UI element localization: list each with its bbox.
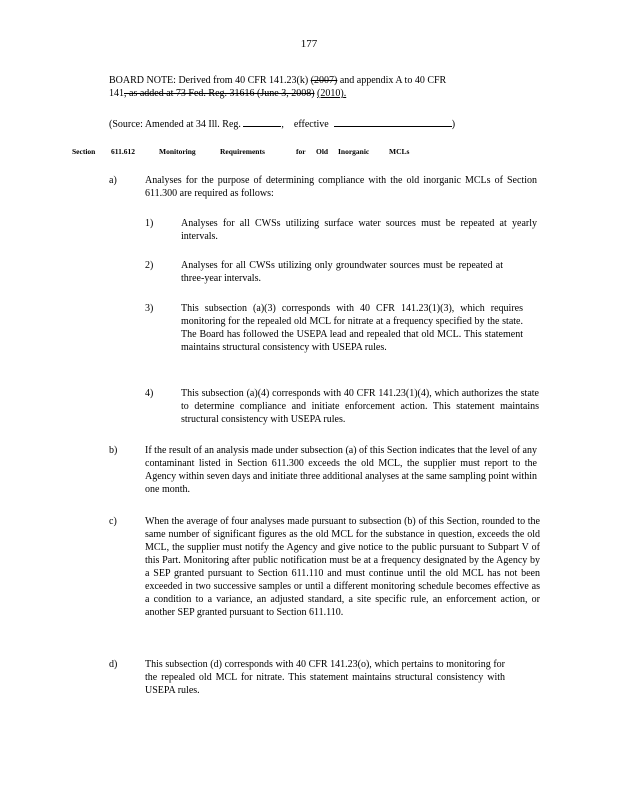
- item-b-label: b): [109, 445, 118, 456]
- inserted-text: (2010): [317, 88, 344, 99]
- heading-section-word: Section: [72, 147, 96, 156]
- heading-word: Inorganic: [338, 147, 370, 156]
- inserted-text: .: [343, 88, 347, 99]
- item-a1-label: 1): [145, 218, 154, 229]
- deleted-text: (2007): [310, 75, 338, 86]
- item-c-text: When the average of four analyses made pursuant to subsection (b) of this Section, rounded to the same number of significant figures as the old MCL for the substance in question, exceeds the old MCL, the supplier must notify the Agency and give notice to the public pursuant to Subpart V of this Part. Monitoring after public notification must be at a frequency designated by the Agency by a SEP granted pursuant to Section 611.110 and must continue until the old MCL has not been exceeded in two successive samples or until a different monitoring schedule becomes effective as a condition to a variance, an adjusted standard, a site specific rule, an enforcement action, or another SEP granted pursuant to Section 611.110.: [145, 516, 540, 618]
- item-b-text: If the result of an analysis made under subsection (a) of this Section indicates that the level of any contaminant listed in Section 611.300 exceeds the old MCL, the supplier must report to the Agency within seven days and initiate three additional analyses at the same sampling point within one month.: [145, 445, 537, 495]
- item-a3-text: This subsection (a)(3) corresponds with 40 CFR 141.23(1)(3), which requires monitoring for the repealed old MCL for nitrate at a frequency specified by the state. The Board has followed the USEPA lead and repealed that old MCL. This statement maintains structural consistency with USEPA rules.: [181, 303, 523, 353]
- item-a2-text: Analyses for all CWSs utilizing only groundwater sources must be repeated at three-year intervals.: [181, 260, 503, 284]
- item-a1-text: Analyses for all CWSs utilizing surface water sources must be repeated at yearly intervals.: [181, 218, 537, 242]
- source-prefix: (Source: Amended at 34 Ill. Reg.: [109, 119, 241, 130]
- effective-date-blank: [334, 117, 452, 127]
- item-a4-label: 4): [145, 388, 154, 399]
- heading-section-number: 611.612: [111, 147, 135, 156]
- item-a2-label: 2): [145, 260, 154, 271]
- page-number: 177: [300, 38, 318, 50]
- board-note-text: BOARD NOTE: Derived from 40 CFR 141.23(k): [109, 75, 309, 86]
- heading-word: Monitoring: [159, 147, 196, 156]
- source-close: ): [451, 119, 456, 130]
- volume-blank: [243, 117, 281, 127]
- board-note: [109, 74, 519, 100]
- board-note-line-2: [109, 87, 519, 100]
- source-effective-label: effective: [293, 119, 329, 130]
- board-note-text: 141: [109, 88, 124, 99]
- board-note-text: and appendix A to 40 CFR: [337, 75, 447, 86]
- source-separator: ,: [281, 119, 284, 130]
- deleted-text: , as added at 73 Fed. Reg. 31616 (June 3, 2008): [124, 88, 315, 99]
- item-d-text: This subsection (d) corresponds with 40 CFR 141.23(o), which pertains to monitoring for the repealed old MCL for nitrate. This statement maintains structural consistency with USEPA rules.: [145, 659, 505, 696]
- item-a3-label: 3): [145, 303, 154, 314]
- heading-word: for: [296, 147, 306, 156]
- heading-word: Old: [316, 147, 329, 156]
- item-c-label: c): [109, 516, 117, 527]
- board-note-line-1: [109, 74, 519, 87]
- heading-word: Requirements: [220, 147, 265, 156]
- item-a4-text: This subsection (a)(4) corresponds with 40 CFR 141.23(1)(4), which authorizes the state to determine compliance and initiate enforcement action. This statement maintains structural consistency with USEPA rules.: [181, 388, 539, 425]
- heading-word: MCLs: [389, 147, 410, 156]
- item-a-label: a): [109, 175, 117, 186]
- item-a-text: Analyses for the purpose of determining compliance with the old inorganic MCLs of Section 611.300 are required as follows:: [145, 175, 537, 199]
- item-d-label: d): [109, 659, 118, 670]
- source-note: [109, 117, 509, 131]
